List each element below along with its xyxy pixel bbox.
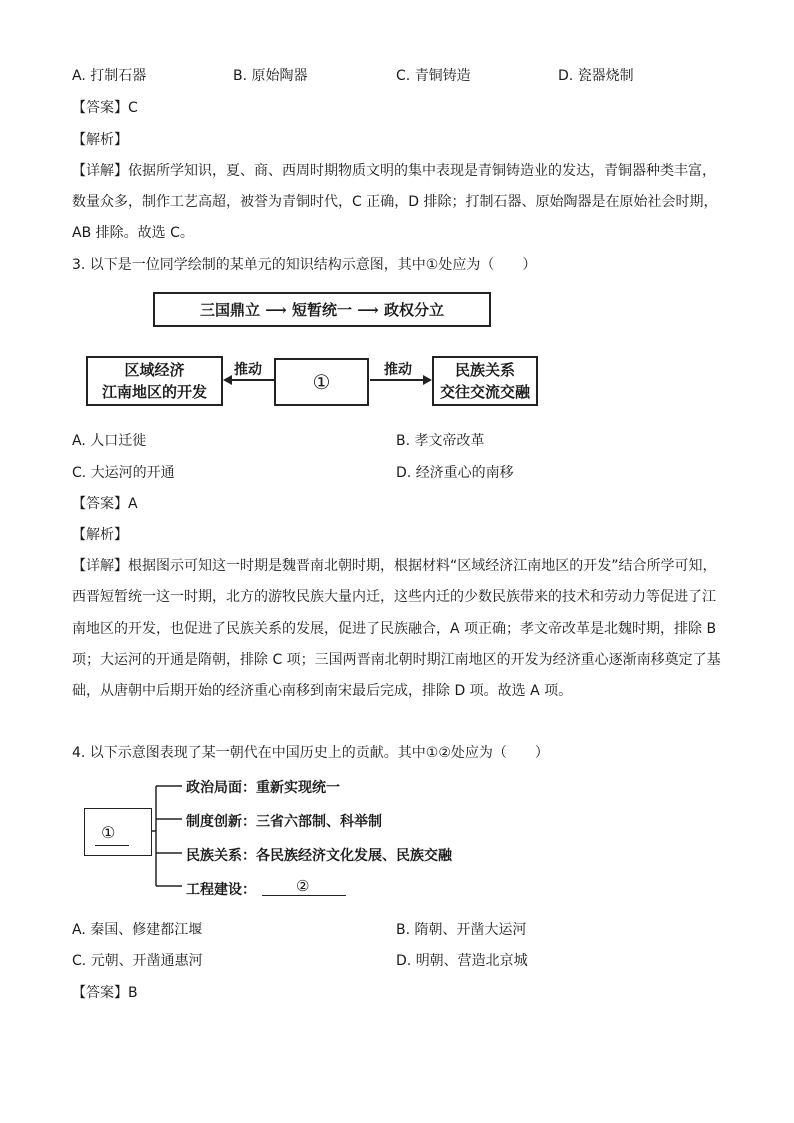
q4-dynasty-blank-label: ① — [101, 823, 116, 842]
q3-arrow-right-label: 推动 — [384, 362, 412, 378]
q4-engineering-blank-label: ② — [296, 877, 310, 895]
q2-detail-line-1: 【详解】依据所学知识，夏、商、西周时期物质文明的集中表现是青铜铸造业的发达，青铜器种类丰富， — [72, 163, 716, 179]
q3-left-line-2: 江南地区的开发 — [101, 383, 207, 401]
q2-detail-line-3: AB 排除。故选 C。 — [72, 225, 194, 241]
q3-detail-line-3: 南地区的开发，也促进了民族关系的发展，促进了民族融合，A 项正确；孝文帝改革是北魏时期，排除 B — [72, 621, 717, 637]
q4-engineering-blank-line — [262, 895, 346, 896]
q3-left-box — [86, 356, 223, 406]
q3-right-line-1: 民族关系 — [454, 361, 515, 379]
q2-answer: 【答案】C — [72, 100, 138, 116]
q4-option-a: A. 秦国、修建都江堰 — [72, 922, 203, 938]
q4-option-d: D. 明朝、营造北京城 — [396, 953, 528, 969]
q3-top-box: 三国鼎立 ⟶ 短暂统一 ⟶ 政权分立 — [153, 292, 491, 327]
q3-left-line-1: 区域经济 — [124, 361, 185, 379]
q2-option-a: A. 打制石器 — [72, 68, 147, 84]
q3-answer: 【答案】A — [72, 496, 138, 512]
q4-option-b: B. 隋朝、开凿大运河 — [396, 922, 527, 938]
q3-question: 3. 以下是一位同学绘制的某单元的知识结构示意图，其中①处应为（ ） — [72, 257, 537, 273]
q4-bracket-lines — [150, 778, 186, 892]
q3-arrow-left-label: 推动 — [234, 362, 262, 378]
q3-option-b: B. 孝文帝改革 — [396, 433, 485, 449]
q3-detail-line-1: 【详解】根据图示可知这一时期是魏晋南北朝时期，根据材料“区域经济江南地区的开发”结合所学可知， — [72, 558, 717, 574]
q4-question: 4. 以下示意图表现了某一朝代在中国历史上的贡献。其中①②处应为（ ） — [72, 745, 549, 761]
q3-detail-line-4: 项；大运河的开通是隋朝，排除 C 项；三国两晋南北朝时期江南地区的开发为经济重心逐渐南移奠定了基 — [72, 652, 721, 668]
q3-right-line-2: 交往交流交融 — [439, 383, 530, 401]
q4-answer: 【答案】B — [72, 985, 138, 1001]
q3-analysis-label: 【解析】 — [72, 527, 128, 543]
q3-detail-line-5: 础，从唐朝中后期开始的经济重心南移到南宋最后完成，排除 D 项。故选 A 项。 — [72, 683, 573, 699]
q4-dynasty-box — [84, 808, 152, 856]
q4-dynasty-blank-line — [95, 845, 129, 846]
q2-option-c: C. 青铜铸造 — [396, 68, 471, 84]
q2-detail-line-2: 数量众多，制作工艺高超，被誉为青铜时代，C 正确，D 排除；打制石器、原始陶器是在原始社会时期， — [72, 194, 718, 210]
q2-option-b: B. 原始陶器 — [233, 68, 308, 84]
q3-option-a: A. 人口迁徙 — [72, 433, 147, 449]
q3-detail-line-2: 西晋短暂统一这一时期，北方的游牧民族大量内迁，这些内迁的少数民族带来的技术和劳动力等促进了江 — [72, 589, 716, 605]
q4-branch-engineering: 工程建设： — [186, 882, 256, 898]
q3-right-box — [432, 356, 538, 406]
q3-option-d: D. 经济重心的南移 — [396, 465, 514, 481]
q4-branch-politics: 政治局面：重新实现统一 — [186, 780, 340, 796]
q2-analysis-label: 【解析】 — [72, 132, 128, 148]
q2-option-d: D. 瓷器烧制 — [558, 68, 634, 84]
q4-branch-ethnic-relations: 民族关系：各民族经济文化发展、民族交融 — [186, 848, 452, 864]
q4-branch-institutions: 制度创新：三省六部制、科举制 — [186, 814, 382, 830]
q3-option-c: C. 大运河的开通 — [72, 465, 175, 481]
q3-center-box: ① — [274, 358, 369, 406]
q4-option-c: C. 元朝、开凿通惠河 — [72, 953, 203, 969]
